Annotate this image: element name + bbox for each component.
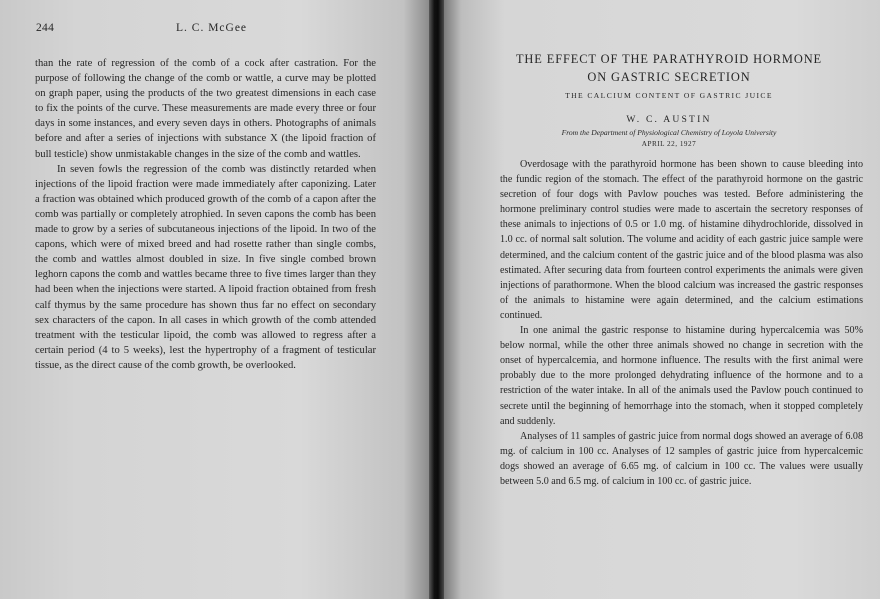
- right-page-body: [500, 157, 863, 489]
- received-date: APRIL 22, 1927: [641, 140, 697, 148]
- left-page: [0, 0, 429, 599]
- article-subtitle: THE CALCIUM CONTENT OF GASTRIC JUICE: [565, 91, 773, 100]
- author-affiliation: From the Department of Physiological Chemistry of Loyola University: [561, 128, 777, 137]
- article-author: W. C. AUSTIN: [626, 114, 712, 125]
- book-gutter: [429, 0, 444, 599]
- paragraph: In seven fowls the regression of the comb was distinctly retarded when injections of the lipoid fraction were made immediately after caponizing. Later a fraction was obtained which produced growth of the comb of a capon after the comb was partially or completely atrophied. In seven capons the comb has been made to grow by a series of subcutaneous injections of the lipoid. In two of the capons, which were of mixed breed and had rosette rather than single combs, the comb and wattles almost doubled in size. In five single combed brown leghorn capons the comb and wattles became three to five times larger than they had been when the injections were started. A lipoid fraction obtained from fresh calf thymus by the same procedure has shown thus far no effect on secondary sex characters of the capon. In all cases in which growth of the comb attended treatment with the testicular lipoid, the comb was allowed to regress after a certain period (4 to 5 weeks), lest the hypertrophy of a fragment of testicular tissue, as the direct cause of the comb growth, be overlooked.: [35, 163, 376, 371]
- article-title-line: ON GASTRIC SECRETION: [587, 70, 751, 84]
- page-number: 244: [36, 22, 55, 34]
- paragraph: than the rate of regression of the comb of a cock after castration. For the purpose of following the change of the comb or wattle, a curve may be plotted on graph paper, using the products of the two greatest dimensions in each case to fix the points of the curve. These measurements are made every three or four days in some instances, and every seven days in others. Photographs of animals before and after a series of injections with substance X (the lipoid fraction of bull testicle) show unmistakable changes in the size of the comb and wattles.: [35, 58, 376, 160]
- paragraph: In one animal the gastric response to histamine during hypercalcemia was 50% below normal, while the other three animals showed no change in secretion with the onset of hypercalcemia, and hormone influence. The results with the first animal were probably due to the more prolonged dehydrating influence of the hormone and to a restriction of the water intake. In all of the animals used the Pavlow pouch continued to secrete until the beginning of hemorrhage into the stomach, when it stopped completely and suddenly.: [500, 325, 863, 427]
- right-page: [444, 0, 880, 599]
- left-page-body: [35, 56, 376, 373]
- article-title: [474, 50, 864, 86]
- article-title-line: THE EFFECT OF THE PARATHYROID HORMONE: [515, 52, 823, 66]
- paragraph: Overdosage with the parathyroid hormone has been shown to cause bleeding into the fundic region of the stomach. The effect of the parathyroid hormone on the gastric secretion of four dogs with Pavlow pouches was tested. Before administering the hormone preliminary control studies were made to ascertain the secretory responses of these animals to injections of 0.5 or 1.0 mg. of histamine dihydrochloride, dissolved in 1.0 cc. of normal salt solution. The volume and acidity of each gastric juice sample were determined, and the calcium content of the gastric juice and of the blood plasma was also estimated. After securing data from fourteen control experiments the animals were given injections of parathormone. When the blood calcium was increased the gastric responses of the animals to histamine were again determined, and the calcium estimations continued.: [500, 159, 863, 321]
- paragraph: Analyses of 11 samples of gastric juice from normal dogs showed an average of 6.08 mg. of calcium in 100 cc. Analyses of 12 samples of gastric juice from hypercalcemic dogs showed an average of 6.65 mg. of calcium in 100 cc. The values were usually between 5.0 and 6.5 mg. of calcium in 100 cc. of gastric juice.: [500, 430, 863, 487]
- running-head: [36, 22, 376, 38]
- running-head-author: L. C. McGee: [176, 22, 248, 34]
